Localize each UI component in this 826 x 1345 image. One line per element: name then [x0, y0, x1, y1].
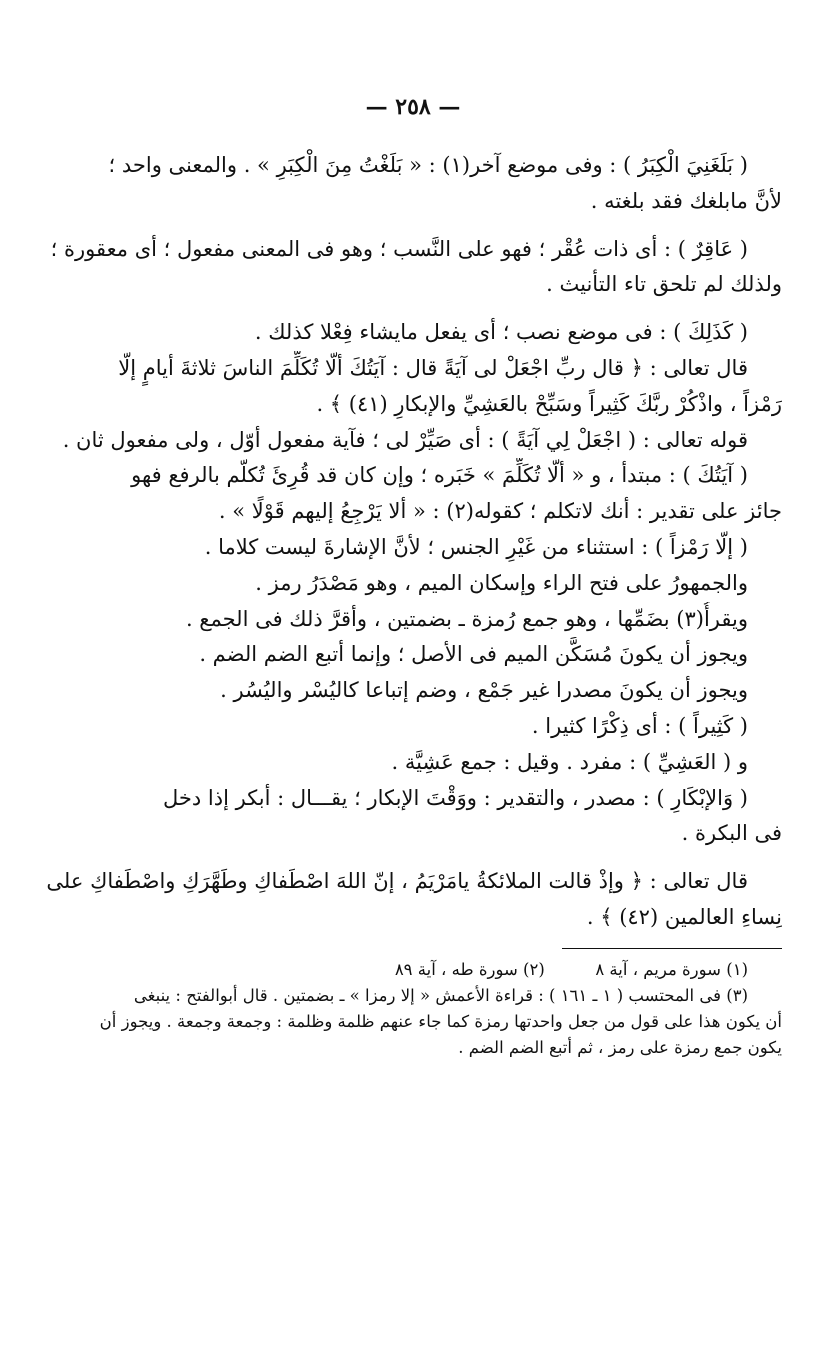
text-line: لأنَّ مابلغك فقد بلغته .: [590, 188, 782, 213]
verse-line: قال تعالى : ﴿ قال ربِّ اجْعَلْ لى آيَةً قال : آيَتُكَ ألّا تُكَلِّمَ الناسَ ثلاثةَ أيامٍ إلّا: [118, 355, 748, 380]
verse-line: قال تعالى : ﴿ وإذْ قالت الملائكةُ يامَرْيَمُ ، إنّ اللهَ اصْطَفاكِ وطَهَّرَكِ واصْطَفاكِ على: [46, 869, 748, 894]
text-line: ( بَلَغَنِيَ الْكِبَرُ ) : وفى موضع آخر(١) : « بَلَغْتُ مِنَ الْكِبَرِ » . والمعنى واحد ؛: [108, 153, 748, 177]
footnote-3-line: (٣) فى المحتسب ( ١ ـ ١٦١ ) : قراءة الأعمش « إلا رمزا » ـ بضمتين . قال أبوالفتح : ينبغى: [133, 985, 748, 1005]
footnote-1: (١) سورة مريم ، آية ٨: [595, 959, 748, 979]
text-line: ولذلك لم تلحق تاء التأنيث .: [546, 272, 782, 297]
text-line: ( كَذَلِكَ ) : فى موضع نصب ؛ أى يفعل مايشاء فِعْلا كذلك .: [254, 320, 748, 345]
text-line: فى البكرة .: [681, 821, 782, 846]
verse-line: نِساءِ العالمين (٤٢) ﴾ .: [586, 904, 782, 929]
text-line: ( إلّا رَمْزاً ) : استثناء من غَيْرِ الجنس ؛ لأنَّ الإشارةَ ليست كلاما .: [204, 534, 748, 559]
footnote-row: [44, 957, 782, 983]
text-line: قوله تعالى : ( اجْعَلْ لِي آيَةً ) : أى صَيِّرْ لى ؛ فآية مفعول أوّل ، ولى مفعول ثان .: [62, 427, 748, 452]
text-line: ( عَاقِرٌ ) : أى ذات عُقْر ؛ فهو على النَّسب ؛ وهو فى المعنى مفعول ؛ أى معقورة ؛: [50, 236, 748, 261]
text-line: و ( العَشِيِّ ) : مفرد . وقيل : جمع عَشِيَّة .: [391, 749, 748, 774]
page-number: — ٢٥٨ —: [365, 94, 461, 120]
footnote-divider: [562, 948, 782, 949]
text-line: ويجوز أن يكونَ مصدرا غير جَمْع ، وضم إتباعا كاليُسْر واليُسُر .: [220, 678, 748, 703]
footnote-2: (٢) سورة طه ، آية ٨٩: [394, 959, 545, 979]
verse-line: رَمْزاً ، واذْكُرْ ربَّكَ كَثِيراً وسَبِّحْ بالعَشِيِّ والإبكارِ (٤١) ﴾ .: [316, 391, 782, 416]
text-line: ( كَثِيراً ) : أى ذِكْرًا كثيرا .: [531, 713, 748, 738]
text-line: والجمهورُ على فتح الراء وإسكان الميم ، وهو مَصْدَرُ رمز .: [255, 570, 748, 595]
text-line: ( وَالإبْكَارِ ) : مصدر ، والتقدير : ووَقْتَ الإبكار ؛ يقـــال : أبكر إذا دخل: [163, 785, 748, 810]
text-line: ( آيَتُكَ ) : مبتدأ ، و « ألّا تُكَلِّمَ » خَبَره ؛ وإن كان قد قُرِئَ تُكلّم بالرفع فهو: [131, 463, 748, 488]
main-text: [44, 148, 782, 936]
text-line: ويجوز أن يكونَ مُسَكَّن الميم فى الأصل ؛ وإنما أتبع الضم الضم .: [199, 642, 748, 667]
footnote-3-line: أن يكون هذا على قول من جعل واحدتها رمزة كما جاء عنهم ظلمة وظلمة : وجمعة وجمعة . ويجوز أن: [99, 1011, 782, 1031]
footnotes: [44, 957, 782, 1061]
footnote-3-line: يكون جمع رمزة على رمز ، ثم أتبع الضم الضم .: [458, 1037, 782, 1057]
text-line: جائز على تقدير : أنك لاتكلم ؛ كقوله(٢) : « ألا يَرْجِعُ إليهم قَوْلًا » .: [218, 499, 782, 524]
text-line: ويقرأُ(٣) بضَمِّها ، وهو جمع رُمزة ـ بضمتين ، وأقرَّ ذلك فى الجمع .: [185, 606, 748, 631]
